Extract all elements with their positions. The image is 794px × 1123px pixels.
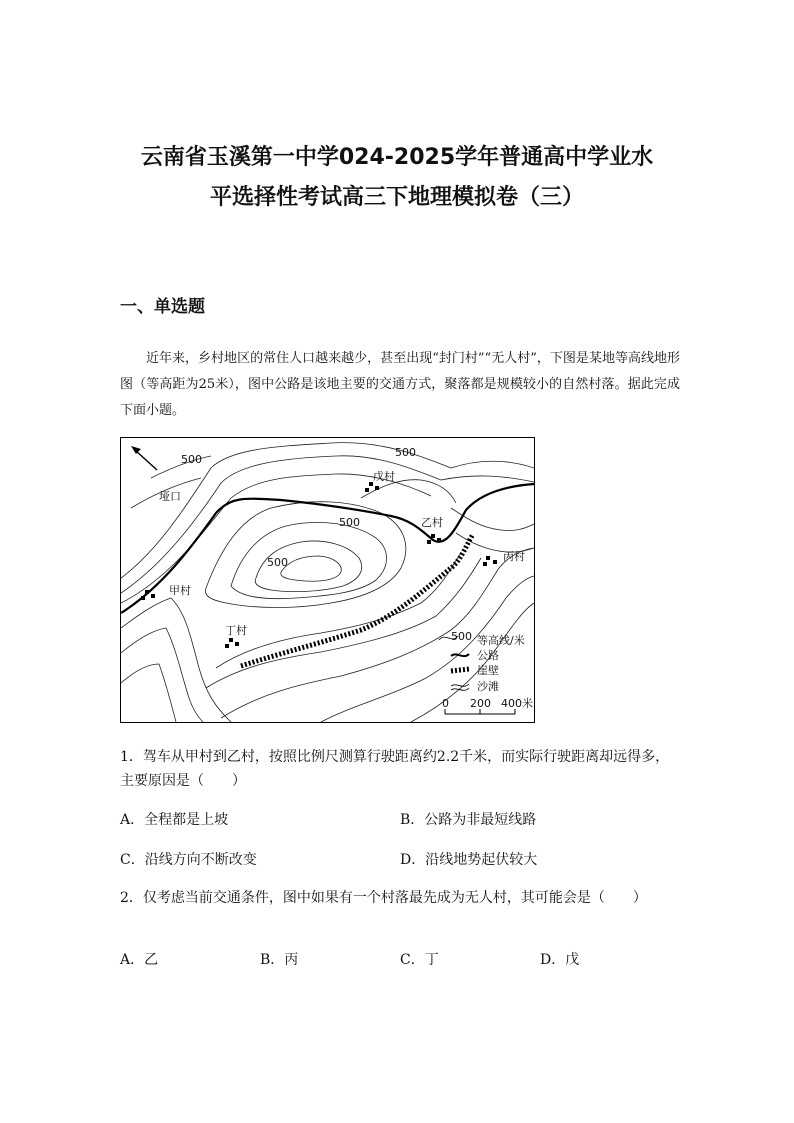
question-1-option-a: A．全程都是上坡 — [120, 812, 229, 828]
label-cun-ding: 丁村 — [225, 624, 247, 637]
settlement-markers — [141, 482, 497, 648]
title-line-1: 云南省玉溪第一中学024-2025学年普通高中学业水 — [140, 145, 654, 170]
question-1-stem: 1．驾车从甲村到乙村，按照比例尺测算行驶距离约2.2千米，而实际行驶距离却远得多，主要原因是（ ） — [120, 749, 670, 789]
intro-paragraph — [120, 346, 680, 424]
legend-road: 公路 — [477, 649, 499, 662]
label-contour-500-b: 500 — [395, 446, 416, 459]
label-cun-yi: 乙村 — [421, 516, 443, 529]
north-arrow-icon — [131, 446, 157, 470]
label-cun-wu: 戊村 — [373, 470, 395, 483]
question-2-option-d: D．戊 — [540, 952, 580, 968]
legend-contour: 等高线/米 — [477, 634, 525, 647]
legend-beach: 沙滩 — [477, 680, 499, 693]
question-2-option-a: A．乙 — [120, 952, 159, 968]
contour-lines — [121, 443, 534, 722]
contour-map-figure — [120, 437, 535, 723]
question-1-option-c: C．沿线方向不断改变 — [120, 852, 257, 868]
question-2-stem: 2．仅考虑当前交通条件，图中如果有一个村落最先成为无人村，其可能会是（ ） — [120, 890, 647, 906]
question-1-option-b: B．公路为非最短线路 — [400, 812, 537, 828]
legend-contour-value: 500 — [451, 630, 472, 643]
scale-200: 200 — [470, 697, 491, 710]
contour-map-svg — [121, 438, 534, 722]
cliff-line — [241, 534, 473, 666]
scale-0: 0 — [442, 697, 449, 710]
legend-cliff: 崖壁 — [477, 664, 499, 677]
label-contour-500-a: 500 — [181, 453, 202, 466]
title-line-2: 平选择性考试高三下地理模拟卷（三） — [209, 185, 584, 210]
question-1-option-d: D．沿线地势起伏较大 — [400, 852, 538, 868]
label-cun-bing: 丙村 — [503, 550, 525, 563]
map-legend — [439, 630, 525, 693]
section-heading: 一、单选题 — [120, 297, 205, 317]
question-2-option-b: B．丙 — [260, 952, 299, 968]
scale-bar — [442, 696, 533, 714]
label-contour-500-d: 500 — [267, 556, 288, 569]
document-title — [60, 138, 734, 218]
label-contour-500-c: 500 — [339, 516, 360, 529]
label-pass: 垭口 — [159, 490, 181, 503]
label-cun-jia: 甲村 — [169, 584, 191, 597]
scale-400: 400米 — [501, 697, 533, 710]
intro-text: 近年来，乡村地区的常住人口越来越少，甚至出现“封门村”“无人村”，下图是某地等高线地形图（等高距为25米），图中公路是该地主要的交通方式，聚落都是规模较小的自然村落。据此完成下面小题。 — [120, 351, 680, 418]
question-2-option-c: C．丁 — [400, 952, 439, 968]
